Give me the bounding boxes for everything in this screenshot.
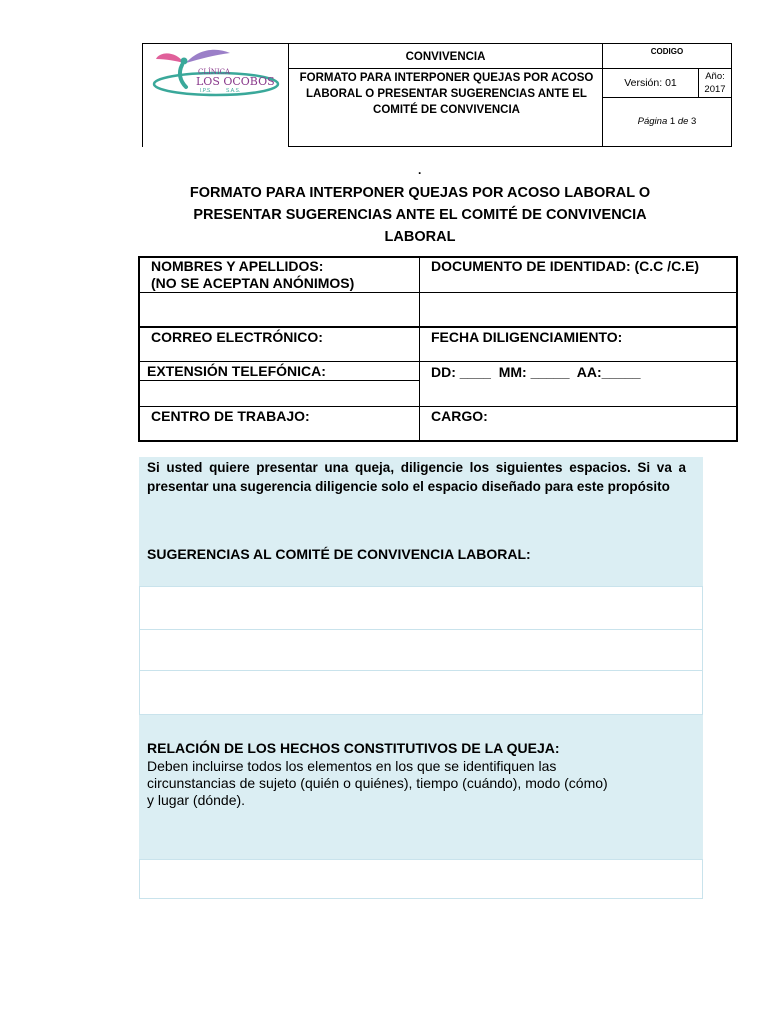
facts-field[interactable] <box>139 859 703 899</box>
document-title <box>140 182 700 248</box>
header-format-title: FORMATO PARA INTERPONER QUEJAS POR ACOSO LABORAL O PRESENTAR SUGERENCIAS ANTE EL COMITÉ DE CONVIVENCIA <box>299 72 594 116</box>
suggestion-field-3[interactable] <box>139 670 703 715</box>
document-id-label: DOCUMENTO DE IDENTIDAD: (C.C /C.E) <box>431 258 700 274</box>
instructions-text: Si usted quiere presentar una queja, diligencie los siguientes espacios. Si va a presentar una sugerencia diligencie solo el espacio diseñado para este propósito <box>147 460 686 494</box>
names-note: (NO SE ACEPTAN ANÓNIMOS) <box>151 275 355 291</box>
version-label: Versión: 01 <box>624 77 677 89</box>
title-line-3: LABORAL <box>384 229 456 245</box>
suggestion-field-1[interactable] <box>139 586 703 630</box>
logo-sub: I.P.S. <box>200 88 212 94</box>
facts-description <box>147 758 692 809</box>
position-label: CARGO: <box>431 408 488 424</box>
logo-text: CLÍNICA <box>198 68 231 76</box>
stray-dot: . <box>418 163 422 177</box>
header-section: CONVIVENCIA <box>405 51 486 63</box>
year-value: 2017 <box>704 84 726 95</box>
date-format-field[interactable]: DD: ____ MM: _____ AA:_____ <box>431 364 641 380</box>
document-id-field[interactable] <box>420 293 736 326</box>
facts-line-1: Deben incluirse todos los elementos en los que se identifiquen las <box>147 758 557 774</box>
workplace-label: CENTRO DE TRABAJO: <box>151 408 310 424</box>
suggestion-field-2[interactable] <box>139 629 703 671</box>
names-label: NOMBRES Y APELLIDOS: <box>151 258 324 274</box>
suggestions-title: SUGERENCIAS AL COMITÉ DE CONVIVENCIA LABORAL: <box>147 546 531 562</box>
logo-sub2: S.A.S. <box>226 88 241 94</box>
title-line-2: PRESENTAR SUGERENCIAS ANTE EL COMITÉ DE CONVIVENCIA <box>193 207 647 223</box>
email-label: CORREO ELECTRÓNICO: <box>151 329 323 345</box>
extension-field[interactable] <box>140 381 419 406</box>
facts-title: RELACIÓN DE LOS HECHOS CONSTITUTIVOS DE LA QUEJA: <box>147 740 560 756</box>
page-total: 3 <box>691 116 697 127</box>
fill-date-label: FECHA DILIGENCIAMIENTO: <box>431 329 623 345</box>
codigo-label: CODIGO <box>650 47 684 56</box>
title-line-1: FORMATO PARA INTERPONER QUEJAS POR ACOSO LABORAL O <box>189 185 651 201</box>
facts-line-2: circunstancias de sujeto (quién o quiénes), tiempo (cuándo), modo (cómo) <box>147 775 608 791</box>
page-of: de <box>677 116 689 127</box>
clinic-logo <box>146 45 284 101</box>
facts-line-3: y lugar (dónde). <box>147 792 246 808</box>
page-indicator <box>603 115 731 128</box>
year-label: Año: <box>705 71 725 82</box>
names-field[interactable] <box>140 293 419 326</box>
page-current: 1 <box>669 116 676 127</box>
logo-name: LOS OCOBOS <box>196 75 275 88</box>
page-label: Página <box>637 116 668 127</box>
extension-label: EXTENSIÓN TELEFÓNICA: <box>147 363 326 379</box>
